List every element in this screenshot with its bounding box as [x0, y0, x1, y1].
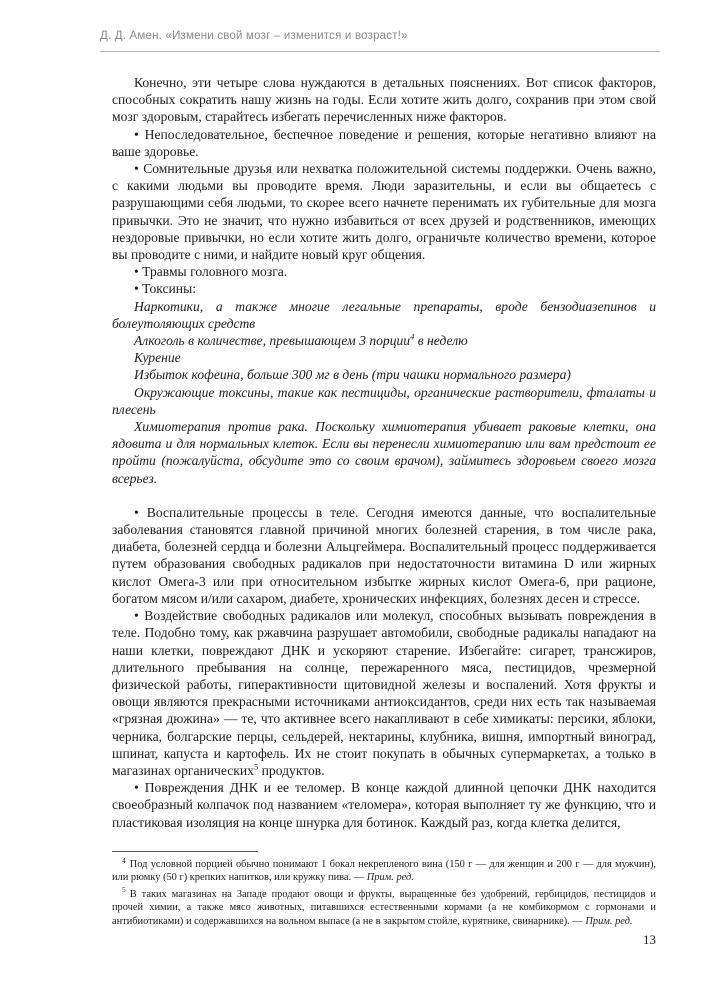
footnote-text: В таких магазинах на Западе продают овощи и фрукты, выращенные без удобрений, гербицидов, пестицидов и прочей химии, а также мясо животных, питавшихся естественными кормами (а не комбикормом с гормонами и антибиотиками) и содержавшихся на вольном выпасе (а не в закрытом стойле, курятнике, свинарнике). — [112, 888, 656, 927]
toxin-alcohol-text-end: в неделю [414, 333, 468, 349]
free-radicals-text-end: продуктов. [258, 762, 325, 778]
footnote-divider [112, 851, 258, 852]
footnote-text: Под условной порцией обычно понимают 1 бокал некрепленого вина (150 г — для женщин и 200 г — для мужчин), или рюмку (50 г) крепких напитков, или кружку пива. — [112, 859, 656, 884]
toxin-caffeine: Избыток кофеина, больше 300 мг в день (три чашки нормального размера) [134, 367, 571, 383]
bullet-doubtful-friends: • Сомнительные друзья или нехватка положительной системы поддержки. Очень важно, с какими людьми вы проводите время. Люди заразительны, и если вы общаетесь с разрушающими себя людьми, то скорее всего начнете перенимать их губительные для мозга привычки. Это не значит, что нужно избавиться от всех друзей и родственников, имеющих нездоровые привычки, но если хотите жить долго, ограничьте количество времени, которое вы проводите с ними, и найдите новый круг общения. [112, 161, 656, 263]
bullet-free-radicals [112, 607, 656, 779]
footnote-5 [112, 885, 656, 928]
editor-note: Прим. ред. [585, 915, 633, 927]
toxin-smoking: Курение [134, 350, 181, 366]
page-number: 13 [643, 932, 656, 947]
toxin-alcohol-text: Алкоголь в количестве, превышающем 3 порции [134, 333, 411, 349]
page-body [112, 74, 656, 831]
footnote-ref-4[interactable]: 4 [410, 331, 415, 342]
bullet-careless-behavior: • Непоследовательное, беспечное поведение и решения, которые негативно влияют на ваше здоровье. [112, 126, 656, 159]
bullet-inflammation: • Воспалительные процессы в теле. Сегодня имеются данные, что воспалительные заболевания становятся главной причиной многих болезней старения, в том числе рака, диабета, болезней сердца и болезни Альцгеймера. Воспалительный процесс поддерживается путем образования свободных радикалов при недостаточности витамина D или жирных кислот Омега-3 или при относительном избытке жирных кислот Омега-6, при рационе, богатом мясом и/или сахаром, диабете, хронических инфекциях, болезнях десен и стрессе. [112, 504, 656, 606]
header-divider [100, 51, 660, 52]
footnote-number: 4 [122, 855, 126, 865]
bullet-brain-injuries: • Травмы головного мозга. [134, 264, 288, 280]
footnote-number: 5 [122, 885, 126, 895]
paragraph-intro: Конечно, эти четыре слова нуждаются в детальных пояснениях. Вот список факторов, способных сократить нашу жизнь на годы. Если хотите жить долго, сохранив при этом свой мозг здоровым, старайтесь избегать перечисленных ниже факторов. [112, 75, 656, 125]
toxin-environmental: Окружающие токсины, такие как пестициды, органические растворители, фталаты и плесень [112, 384, 656, 417]
editor-note: Прим. ред. [366, 872, 414, 884]
free-radicals-text: • Воздействие свободных радикалов или молекул, способных вызывать повреждения в теле. Подобно тому, как ржавчина разрушает автомобили, свободные радикалы нападают на наши клетки, повреждают ДНК и ускоряют старение. Избегайте: сигарет, трансжиров, длительного пребывания на солнце, пережаренного мяса, пестицидов, чрезмерной физической работы, гиперактивности щитовидной железы и воспалений. Хотя фрукты и овощи являются прекрасными источниками антиоксидантов, среди них есть так называемая «грязная дюжина» — те, что активнее всего накапливают в себе химикаты: персики, яблоки, черника, болгарские перцы, сельдерей, нектарины, клубника, вишня, импортный виноград, шпинат, капуста и картофель. Их не стоит покупать в обычных супермаркетах, а только в магазинах органических [112, 608, 656, 778]
toxin-chemotherapy: Химиотерапия против рака. Поскольку химиотерапия убивает раковые клетки, она ядовита и для нормальных клеток. Если вы перенесли химиотерапию или вам предстоит ее пройти (пожалуйста, обсудите это со своим врачом), займитесь здоровьем своего мозга всерьез. [112, 419, 656, 486]
footnotes [112, 855, 656, 931]
toxin-alcohol [112, 332, 656, 349]
bullet-toxins: • Токсины: [134, 281, 196, 297]
toxin-drugs: Наркотики, а также многие легальные препараты, вроде бензодиазепинов и болеутоляющих средств [112, 298, 656, 331]
footnote-4 [112, 855, 656, 885]
bullet-dna-damage: • Повреждения ДНК и ее теломер. В конце каждой длинной цепочки ДНК находится своеобразный колпачок под названием «теломера», которая выполняет ту же функцию, что и пластиковая изоляция на конце шнурка для ботинок. Каждый раз, когда клетка делится, [112, 780, 656, 830]
running-header: Д. Д. Амен. «Измени свой мозг – изменится и возраст!» [100, 30, 408, 42]
footnote-ref-5[interactable]: 5 [253, 761, 259, 772]
